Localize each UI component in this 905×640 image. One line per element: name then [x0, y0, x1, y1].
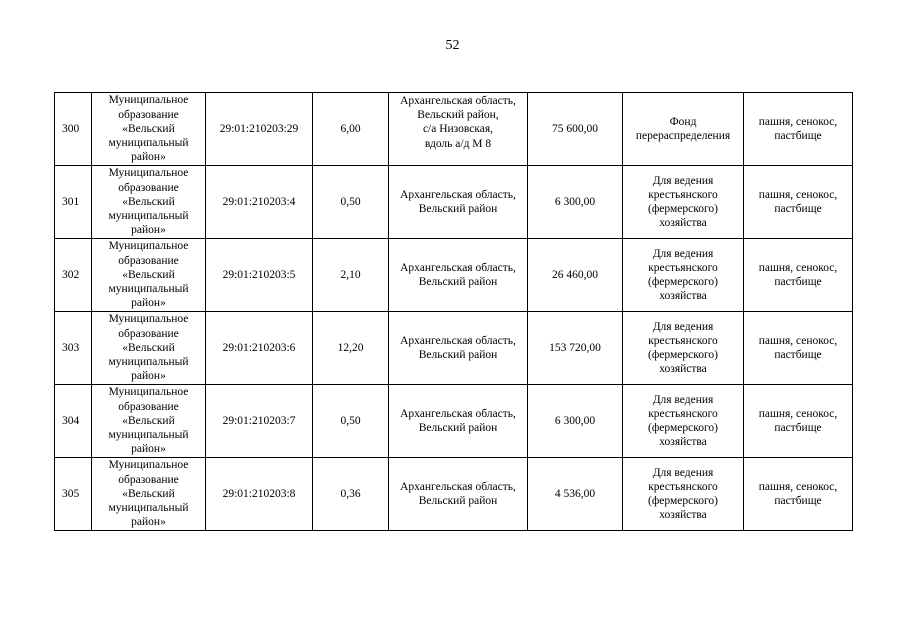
location-cell — [389, 93, 528, 166]
purpose-cell-line: Для ведения — [652, 247, 714, 260]
land-use-cell — [744, 385, 853, 458]
land-use-cell — [744, 312, 853, 385]
owner-cell-line: Муниципальное — [108, 167, 189, 180]
land-use-cell-line: пастбище — [774, 495, 822, 507]
table-row — [55, 166, 853, 239]
owner-cell-line: образование — [118, 400, 179, 413]
land-use-cell-line: пашня, сенокос, — [758, 407, 838, 420]
cadastral-number-cell: 29:01:210203:7 — [206, 385, 313, 458]
land-use-cell-line: пашня, сенокос, — [758, 188, 838, 201]
owner-cell-line: Муниципальное — [108, 94, 189, 107]
row-number-cell: 305 — [55, 458, 92, 531]
owner-cell-line: Муниципальное — [108, 313, 189, 326]
table-body — [55, 93, 853, 531]
price-cell: 6 300,00 — [528, 385, 623, 458]
purpose-cell-line: крестьянского — [648, 407, 718, 420]
table-row — [55, 458, 853, 531]
purpose-cell-line: Для ведения — [652, 320, 714, 333]
owner-cell-line: район» — [131, 224, 166, 237]
location-cell-line: Вельский район, — [417, 109, 499, 122]
area-cell: 0,36 — [313, 458, 389, 531]
location-cell — [389, 312, 528, 385]
table-row — [55, 93, 853, 166]
area-cell: 6,00 — [313, 93, 389, 166]
location-cell-line: вдоль а/д М 8 — [424, 137, 492, 150]
purpose-cell-line: крестьянского — [648, 334, 718, 347]
purpose-cell-line: Для ведения — [652, 393, 714, 406]
owner-cell-line: образование — [118, 327, 179, 340]
owner-cell-line: «Вельский — [122, 487, 175, 500]
purpose-cell — [623, 385, 744, 458]
owner-cell-line: район» — [131, 370, 166, 383]
row-number-cell: 303 — [55, 312, 92, 385]
location-cell-line: с/а Низовская, — [422, 123, 494, 136]
price-cell: 26 460,00 — [528, 239, 623, 312]
owner-cell — [92, 458, 206, 531]
location-cell-line: Архангельская область, — [400, 95, 516, 107]
table-row — [55, 312, 853, 385]
location-cell — [389, 239, 528, 312]
owner-cell-line: образование — [118, 254, 179, 267]
owner-cell-line: Муниципальное — [108, 386, 189, 399]
land-use-cell-line: пастбище — [774, 349, 822, 361]
purpose-cell — [623, 239, 744, 312]
table-row — [55, 385, 853, 458]
owner-cell-line: образование — [118, 181, 179, 194]
cadastral-number-cell: 29:01:210203:4 — [206, 166, 313, 239]
land-use-cell — [744, 93, 853, 166]
owner-cell-line: Муниципальное — [108, 240, 189, 253]
purpose-cell — [623, 93, 744, 166]
purpose-cell-line: крестьянского — [648, 188, 718, 201]
land-use-cell-line: пастбище — [774, 422, 822, 434]
owner-cell — [92, 385, 206, 458]
land-use-cell-line: пастбище — [774, 276, 822, 288]
location-cell-line: Архангельская область, — [400, 480, 516, 493]
location-cell — [389, 166, 528, 239]
owner-cell-line: «Вельский — [122, 122, 175, 135]
table-row — [55, 239, 853, 312]
land-use-cell — [744, 239, 853, 312]
row-number-cell: 300 — [55, 93, 92, 166]
purpose-cell-line: (фермерского) — [648, 276, 718, 288]
owner-cell-line: муниципальный — [108, 283, 189, 296]
location-cell-line: Вельский район — [418, 422, 498, 434]
purpose-cell-line: (фермерского) — [648, 349, 718, 361]
purpose-cell-line: крестьянского — [648, 480, 718, 493]
purpose-cell-line: Для ведения — [652, 466, 714, 479]
owner-cell-line: муниципальный — [108, 356, 189, 369]
price-cell: 75 600,00 — [528, 93, 623, 166]
location-cell — [389, 385, 528, 458]
owner-cell-line: «Вельский — [122, 195, 175, 208]
purpose-cell-line: Фонд — [669, 115, 697, 128]
price-cell: 153 720,00 — [528, 312, 623, 385]
land-use-cell-line: пастбище — [774, 203, 822, 215]
owner-cell-line: образование — [118, 473, 179, 486]
row-number-cell: 301 — [55, 166, 92, 239]
owner-cell-line: район» — [131, 443, 166, 456]
land-use-cell-line: пастбище — [774, 130, 822, 142]
purpose-cell — [623, 312, 744, 385]
page-number: 52 — [445, 38, 460, 53]
purpose-cell — [623, 458, 744, 531]
purpose-cell-line: (фермерского) — [648, 203, 718, 215]
owner-cell-line: муниципальный — [108, 502, 189, 515]
purpose-cell-line: хозяйства — [659, 363, 707, 376]
land-use-cell — [744, 166, 853, 239]
owner-cell-line: район» — [131, 297, 166, 310]
row-number-cell: 304 — [55, 385, 92, 458]
cadastral-number-cell: 29:01:210203:29 — [206, 93, 313, 166]
location-cell — [389, 458, 528, 531]
location-cell-line: Архангельская область, — [400, 334, 516, 347]
owner-cell-line: «Вельский — [122, 414, 175, 427]
owner-cell — [92, 239, 206, 312]
price-cell: 6 300,00 — [528, 166, 623, 239]
land-use-cell-line: пашня, сенокос, — [758, 261, 838, 274]
purpose-cell-line: хозяйства — [659, 436, 707, 449]
location-cell-line: Архангельская область, — [400, 188, 516, 201]
owner-cell-line: район» — [131, 516, 166, 529]
owner-cell-line: образование — [118, 108, 179, 121]
owner-cell — [92, 166, 206, 239]
location-cell-line: Архангельская область, — [400, 261, 516, 274]
cadastral-number-cell: 29:01:210203:6 — [206, 312, 313, 385]
area-cell: 12,20 — [313, 312, 389, 385]
purpose-cell-line: крестьянского — [648, 261, 718, 274]
purpose-cell-line: (фермерского) — [648, 422, 718, 434]
purpose-cell-line: (фермерского) — [648, 495, 718, 507]
purpose-cell-line: хозяйства — [659, 290, 707, 303]
owner-cell-line: муниципальный — [108, 210, 189, 223]
purpose-cell-line: хозяйства — [659, 509, 707, 522]
location-cell-line: Архангельская область, — [400, 407, 516, 420]
land-use-cell — [744, 458, 853, 531]
purpose-cell-line: хозяйства — [659, 217, 707, 230]
land-plots-table — [54, 92, 853, 531]
owner-cell — [92, 93, 206, 166]
price-cell: 4 536,00 — [528, 458, 623, 531]
owner-cell — [92, 312, 206, 385]
land-use-cell-line: пашня, сенокос, — [758, 334, 838, 347]
area-cell: 0,50 — [313, 166, 389, 239]
owner-cell-line: «Вельский — [122, 268, 175, 281]
cadastral-number-cell: 29:01:210203:8 — [206, 458, 313, 531]
location-cell-line: Вельский район — [418, 495, 498, 507]
purpose-cell-line: перераспределения — [635, 130, 731, 142]
location-cell-line: Вельский район — [418, 349, 498, 361]
location-cell-line: Вельский район — [418, 276, 498, 288]
owner-cell-line: муниципальный — [108, 429, 189, 442]
owner-cell-line: муниципальный — [108, 137, 189, 150]
land-use-cell-line: пашня, сенокос, — [758, 480, 838, 493]
area-cell: 0,50 — [313, 385, 389, 458]
owner-cell-line: «Вельский — [122, 341, 175, 354]
cadastral-number-cell: 29:01:210203:5 — [206, 239, 313, 312]
owner-cell-line: Муниципальное — [108, 459, 189, 472]
location-cell-line: Вельский район — [418, 203, 498, 215]
row-number-cell: 302 — [55, 239, 92, 312]
owner-cell-line: район» — [131, 151, 166, 164]
purpose-cell — [623, 166, 744, 239]
land-use-cell-line: пашня, сенокос, — [758, 115, 838, 128]
area-cell: 2,10 — [313, 239, 389, 312]
purpose-cell-line: Для ведения — [652, 174, 714, 187]
